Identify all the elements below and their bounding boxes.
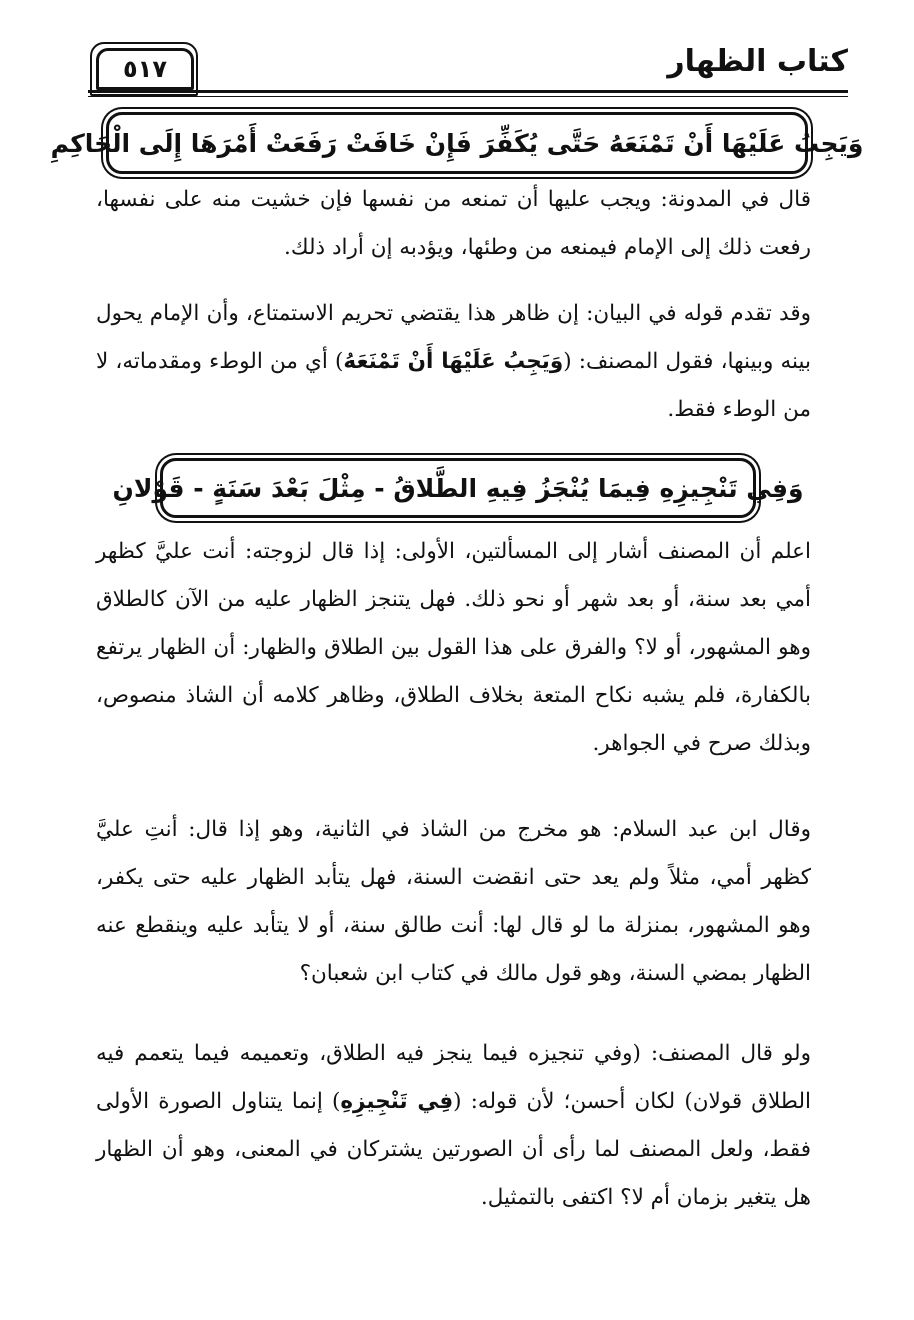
- paragraph-2-quote: وَيَجِبُ عَلَيْهَا أَنْ تَمْنَعَهُ: [343, 349, 564, 374]
- paragraph-5: [96, 1030, 811, 1222]
- paragraph-5-text-b: ) إنما يتناول الصورة الأولى فقط، ولعل المصنف لما رأى أن الصورتين يشتركان في المعنى، وهو أن الظهار هل يتغير بزمان أم لا؟ اكتفى بالتمثيل.: [96, 1089, 811, 1210]
- paragraph-1: قال في المدونة: ويجب عليها أن تمنعه من نفسها فإن خشيت منه على نفسها، رفعت ذلك إلى الإمام فيمنعه من وطئها، ويؤدبه إن أراد ذلك.: [96, 187, 811, 260]
- matn-box-1: [50, 112, 864, 174]
- paragraph-2: [96, 290, 811, 434]
- paragraph-3: اعلم أن المصنف أشار إلى المسألتين، الأولى: إذا قال لزوجته: أنت عليَّ كظهر أمي بعد سنة، أو بعد شهر أو نحو ذلك. فهل يتنجز الظهار عليه من الآن كالطلاق وهو المشهور، أو لا؟ والفرق على هذا القول بين الطلاق والظهار: أن الظهار يرتفع بالكفارة، فلم يشبه نكاح المتعة بخلاف الطلاق، وظاهر كلامه أن الشاذ منصوص، وبذلك صرح في الجواهر.: [96, 539, 811, 756]
- paragraph-5-quote: فِي تَنْجِيزِهِ: [340, 1089, 454, 1114]
- paragraph-2-text-b: ) أي من الوطء ومقدماته، لا من الوطء فقط.: [96, 349, 811, 422]
- header-rule-thin: [88, 96, 848, 97]
- matn-text-1: وَيَجِبُ عَلَيْهَا أَنْ تَمْنَعَهُ حَتَّى يُكَفِّرَ فَإِنْ خَافَتْ رَفَعَتْ أَمْرَهَا إِلَى الْحَاكِمِ: [50, 128, 864, 158]
- paragraph-5-text-a: ولو قال المصنف: (وفي تنجيزه فيما ينجز فيه الطلاق، وتعميمه فيما يتعمم فيه الطلاق قولان) لكان أحسن؛ لأن قوله: (: [96, 1041, 811, 1114]
- page-number: ٥١٧: [96, 48, 194, 90]
- page-header: [88, 42, 848, 102]
- header-rule: [88, 90, 848, 93]
- paragraph-4: وقال ابن عبد السلام: هو مخرج من الشاذ في الثانية، وهو إذا قال: أنتِ عليَّ كظهر أمي، مثلاً ولم يعد حتى انقضت السنة، فهل يتأبد الظهار عليه حتى يكفر، وهو المشهور، بمنزلة ما لو قال لها: أنت طالق سنة، أو لا يتأبد عليه وينقطع عنه الظهار بمضي السنة، وهو قول مالك في كتاب ابن شعبان؟: [96, 817, 811, 986]
- matn-text-2: وَفِي تَنْجِيزِهِ فِيمَا يُنْجَزُ فِيهِ الطَّلاقُ - مِثْلَ بَعْدَ سَنَةٍ - قَوْلانِ: [112, 473, 804, 503]
- book-title: كتاب الظهار: [667, 44, 848, 79]
- paragraph-2-text-a: وقد تقدم قوله في البيان: إن ظاهر هذا يقتضي تحريم الاستمتاع، وأن الإمام يحول بينه وبينها، فقول المصنف: (: [96, 301, 812, 374]
- matn-box-2: [112, 458, 804, 518]
